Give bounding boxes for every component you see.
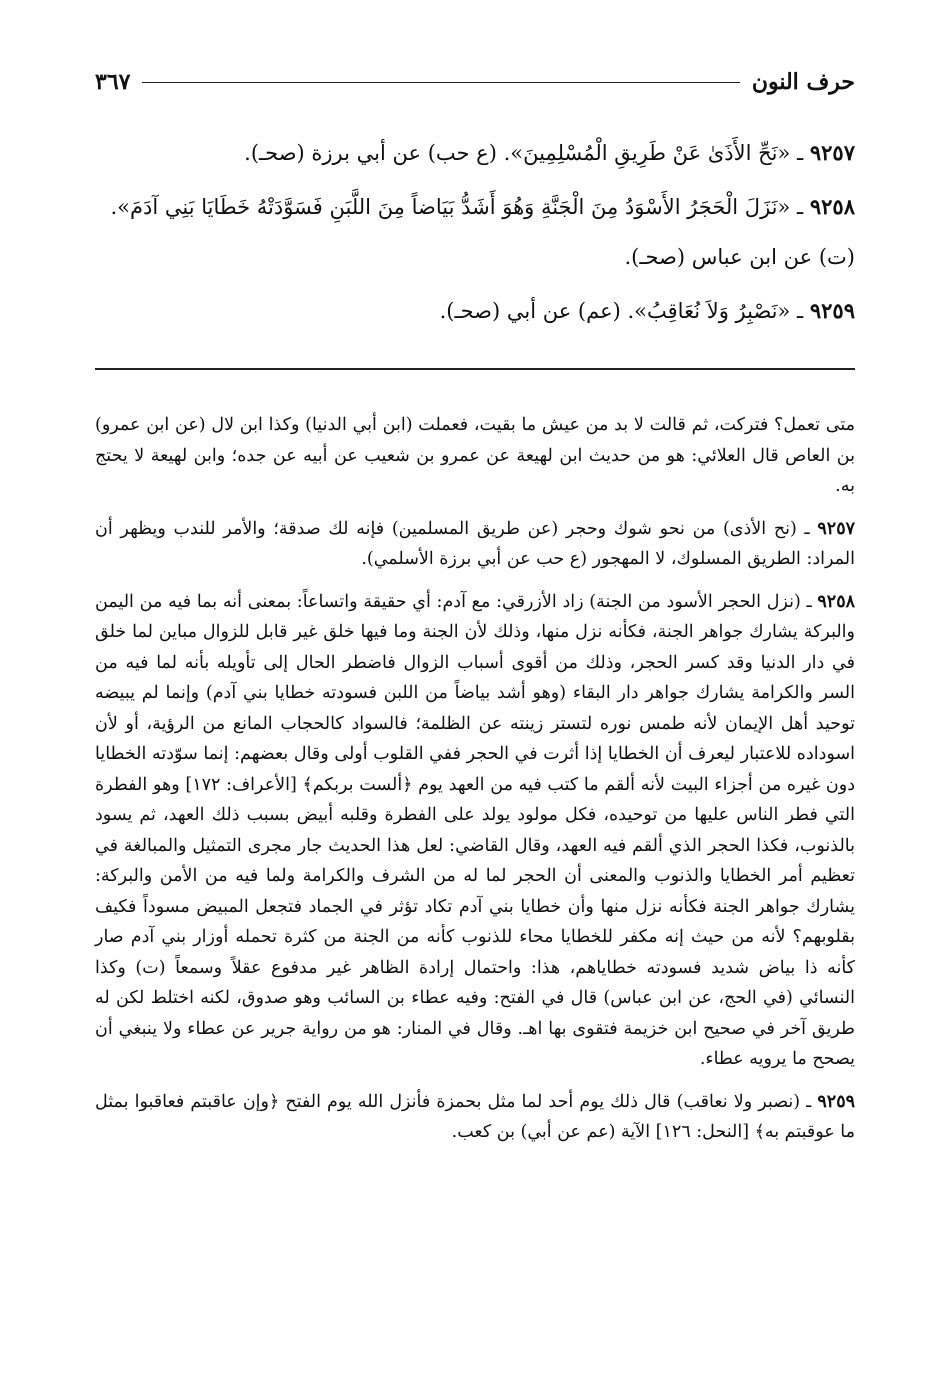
- hadith-text: «نَحِّ الأَذَىٰ عَنْ طَرِيقِ الْمُسْلِمِينَ». (ع حب) عن أبي برزة (صحـ).: [244, 141, 791, 165]
- commentary-text: (نح الأذى) من نحو شوك وحجر (عن طريق المسلمين) فإنه لك صدقة؛ والأمر للندب ويظهر أن المراد: الطريق المسلوك، لا المهجور (ع حب عن أبي برزة الأسلمي).: [95, 518, 855, 569]
- commentary-text: (نزل الحجر الأسود من الجنة) زاد الأزرقي: مع آدم: أي حقيقة واتساعاً: بمعنى أنه بما فيه من اليمن والبركة يشارك جواهر الجنة، فكأنه نزل منها، وذلك لأن الجنة وما فيها خلق غير قابل للزوال مباين لما خلق في دار الدنيا وقد كسر الحجر، وذلك من أقوى أسباب الزوال فاضطر الحال إلى تأويله بأنه لما فيه من السر والكرامة يشارك جواهر دار البقاء (وهو أشد بياضاً من اللبن فسودته خطايا بني آدم) وإنما لم يبيضه توحيد أهل الإيمان لأنه طمس نوره لتستر زينته عن الظلمة؛ فالسواد كالحجاب المانع من الرؤية، أو لأن اسوداده للاعتبار ليعرف أن الخطايا إذا أثرت في الحجر ففي القلوب أولى وقال بعضهم: إنما سوّدته الخطايا دون غيره من أجزاء البيت لأنه ألقم ما كتب فيه من العهد يوم ﴿ألست بربكم﴾ [الأعراف: ١٧٢] وهو الفطرة التي فطر الناس عليها من توحيده، فكل مولود يولد على الفطرة وقلبه أبيض بسبب ذلك العهد، ثم يسود بالذنوب، فكذا الحجر الذي ألقم فيه العهد، وقال القاضي: لعل هذا الحديث جار مجرى التمثيل والمبالغة في تعظيم أمر الخطايا والذنوب والمعنى أن الحجر لما له من الشرف والكرامة ولما فيه من الأمن والبركة: يشارك جواهر الجنة فكأنه نزل منها وأن خطايا بني آدم تكاد تؤثر في الجماد فتجعل المبيض مسوداً فكيف بقلوبهم؟ لأنه من حيث إنه مكفر للخطايا محاء للذنوب كأنه من الجنة من كثرة تحمله أوزار بني آدم صار كأنه ذا بياض شديد فسودته خطاياهم، هذا: واحتمال إرادة الظاهر غير مدفوع عقلاً وسمعاً (ت) وكذا النسائي (في الحج، عن ابن عباس) قال في الفتح: وفيه عطاء بن السائب وهو صدوق، لكنه اختلط لكن له طريق آخر في صحيح ابن خزيمة فتقوى بها اهـ. وقال في المنار: هو من رواية جرير عن عطاء ولا ينبغي أن يصحح ما يرويه عطاء.: [95, 591, 855, 1069]
- hadith-text: «نَصْبِرُ وَلاَ نُعَاقِبُ». (عم) عن أبي (صحـ).: [439, 299, 791, 323]
- hadith-list: [95, 128, 855, 340]
- hadith-number: ٩٢٥٨: [809, 194, 855, 219]
- commentary-paragraph: [95, 410, 855, 502]
- hadith-entry: ٩٢٥٩ ـ «نَصْبِرُ وَلاَ نُعَاقِبُ». (عم) عن أبي (صحـ).: [439, 298, 855, 323]
- hadith-entry: ٩٢٥٨ ـ «نَزَلَ الْحَجَرُ الأَسْوَدُ مِنَ الْجَنَّةِ وَهُوَ أَشَدُّ بَيَاضاً مِنَ اللَّبَنِ فَسَوَّدَتْهُ خَطَايَا بَنِي آدَمَ». (ت) عن ابن عباس (صحـ).: [110, 194, 855, 269]
- hadith-number: ٩٢٥٧: [809, 140, 855, 165]
- commentary-text: (نصبر ولا نعاقب) قال ذلك يوم أحد لما مثل بحمزة فأنزل الله يوم الفتح ﴿وإن عاقبتم فعاقبوا بمثل ما عوقبتم به﴾ [النحل: ١٢٦] الآية (عم عن أبي) بن كعب.: [95, 1091, 855, 1142]
- page-header: [95, 62, 855, 102]
- page-number: ٣٦٧: [95, 69, 131, 95]
- hadith-entry: ٩٢٥٧ ـ «نَحِّ الأَذَىٰ عَنْ طَرِيقِ الْمُسْلِمِينَ». (ع حب) عن أبي برزة (صحـ).: [244, 140, 855, 165]
- commentary-paragraph: ٩٢٥٧ ـ (نح الأذى) من نحو شوك وحجر (عن طريق المسلمين) فإنه لك صدقة؛ والأمر للندب ويظهر أن المراد: الطريق المسلوك، لا المهجور (ع حب عن أبي برزة الأسلمي).: [95, 518, 855, 569]
- hadith-text: «نَزَلَ الْحَجَرُ الأَسْوَدُ مِنَ الْجَنَّةِ وَهُوَ أَشَدُّ بَيَاضاً مِنَ اللَّبَنِ فَسَوَّدَتْهُ خَطَايَا بَنِي آدَمَ». (ت) عن ابن عباس (صحـ).: [110, 195, 855, 269]
- commentary-section: [95, 410, 855, 1160]
- chapter-title: حرف النون: [751, 69, 855, 95]
- header-rule: [142, 82, 739, 83]
- commentary-paragraph: ٩٢٥٨ ـ (نزل الحجر الأسود من الجنة) زاد الأزرقي: مع آدم: أي حقيقة واتساعاً: بمعنى أنه بما فيه من اليمن والبركة يشارك جواهر الجنة، فكأنه نزل منها، وذلك لأن الجنة وما فيها خلق غير قابل للزوال مباين لما خلق في دار الدنيا وقد كسر الحجر، وذلك من أقوى أسباب الزوال فاضطر الحال إلى تأويله بأنه لما فيه من السر والكرامة يشارك جواهر دار البقاء (وهو أشد بياضاً من اللبن فسودته خطايا بني آدم) وإنما لم يبيضه توحيد أهل الإيمان لأنه طمس نوره لتستر زينته عن الظلمة؛ فالسواد كالحجاب المانع من الرؤية، أو لأن اسوداده للاعتبار ليعرف أن الخطايا إذا أثرت في الحجر ففي القلوب أولى وقال بعضهم: إنما سوّدته الخطايا دون غيره من أجزاء البيت لأنه ألقم ما كتب فيه من العهد يوم ﴿ألست بربكم﴾ [الأعراف: ١٧٢] وهو الفطرة التي فطر الناس عليها من توحيده، فكل مولود يولد على الفطرة وقلبه أبيض بسبب ذلك العهد، ثم يسود بالذنوب، فكذا الحجر الذي ألقم فيه العهد، وقال القاضي: لعل هذا الحديث جار مجرى التمثيل والمبالغة في تعظيم أمر الخطايا والذنوب والمعنى أن الحجر لما له من الشرف والكرامة ولما فيه من الأمن والبركة: يشارك جواهر الجنة فكأنه نزل منها وأن خطايا بني آدم تكاد تؤثر في الجماد فتجعل المبيض مسوداً فكيف بقلوبهم؟ لأنه من حيث إنه مكفر للخطايا محاء للذنوب كأنه من الجنة من كثرة تحمله أوزار بني آدم صار كأنه ذا بياض شديد فسودته خطاياهم، هذا: واحتمال إرادة الظاهر غير مدفوع عقلاً وسمعاً (ت) وكذا النسائي (في الحج، عن ابن عباس) قال في الفتح: وفيه عطاء بن السائب وهو صدوق، لكنه اختلط لكن له طريق آخر في صحيح ابن خزيمة فتقوى بها اهـ. وقال في المنار: هو من رواية جرير عن عطاء ولا ينبغي أن يصحح ما يرويه عطاء.: [95, 591, 855, 1069]
- hadith-number: ٩٢٥٩: [809, 298, 855, 323]
- commentary-number: ٩٢٥٨: [817, 591, 855, 612]
- commentary-text: متى تعمل؟ فتركت، ثم قالت لا بد من عيش ما بقيت، فعملت (ابن أبي الدنيا) وكذا ابن لال (عن ابن عمرو) بن العاص قال العلائي: هو من حديث ابن لهيعة عن عمرو بن شعيب عن أبيه عن جده؛ وابن لهيعة لا يحتج به.: [95, 415, 855, 496]
- commentary-number: ٩٢٥٩: [817, 1091, 855, 1112]
- section-divider: [95, 368, 855, 370]
- commentary-number: ٩٢٥٧: [817, 518, 855, 539]
- commentary-paragraph: ٩٢٥٩ ـ (نصبر ولا نعاقب) قال ذلك يوم أحد لما مثل بحمزة فأنزل الله يوم الفتح ﴿وإن عاقبتم فعاقبوا بمثل ما عوقبتم به﴾ [النحل: ١٢٦] الآية (عم عن أبي) بن كعب.: [95, 1091, 855, 1142]
